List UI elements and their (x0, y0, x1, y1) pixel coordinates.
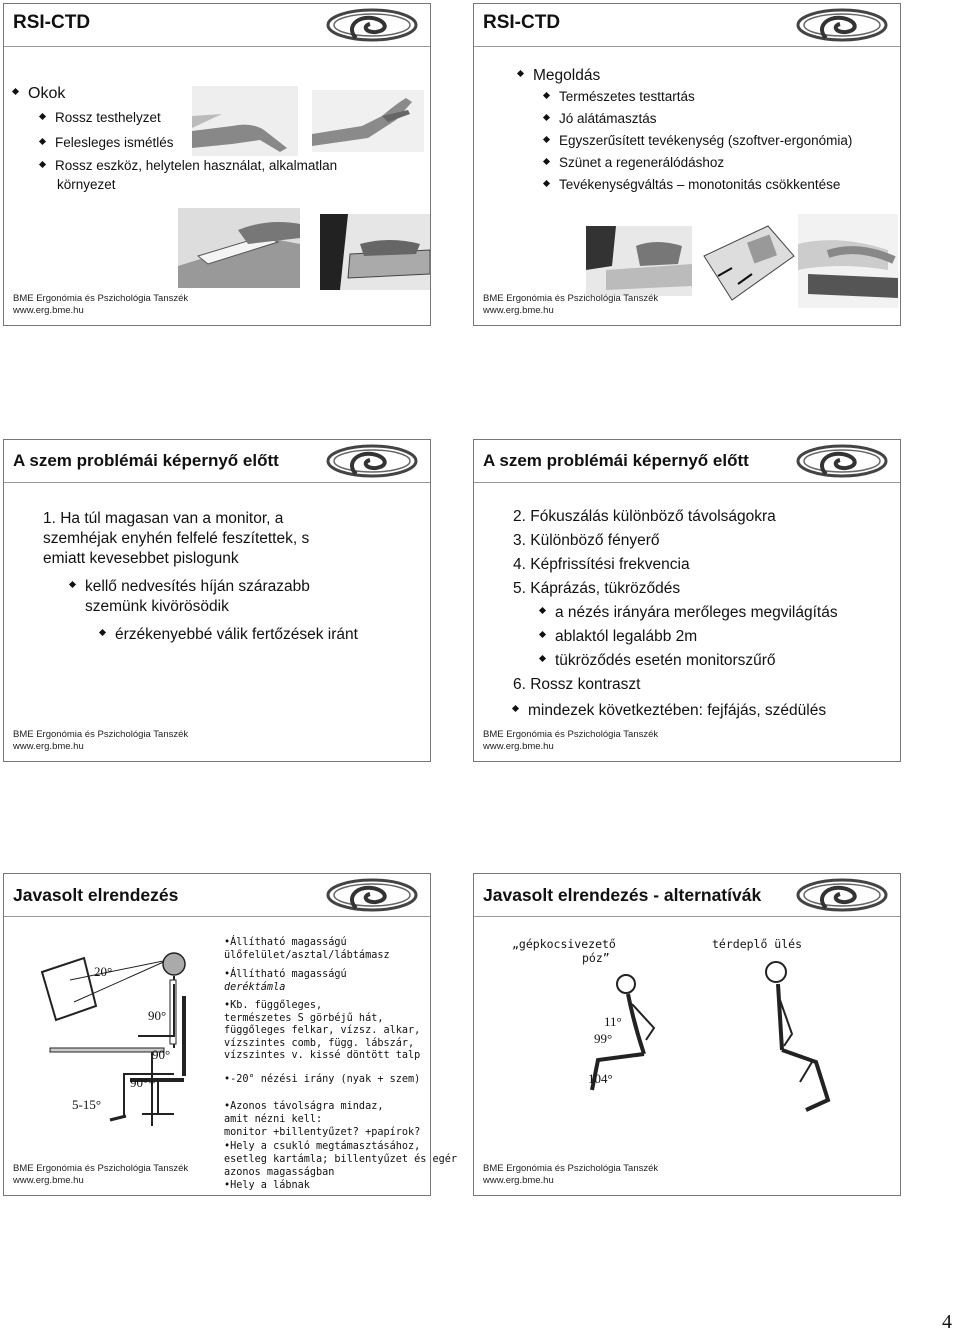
note-line: •Állítható magasságú (224, 937, 347, 948)
slide-title: A szem problémái képernyő előtt (483, 451, 749, 470)
workstation-diagram (34, 936, 234, 1136)
note-line: függőleges felkar, vízsz. alkar, (224, 1025, 421, 1036)
label-driver-pose: „gépkocsivezető (512, 937, 616, 951)
list-item: tükröződés esetén monitorszűrő (540, 651, 776, 671)
note-line: természetes S görbéjű hát, (224, 1013, 384, 1024)
list-item: Rossz eszköz, helytelen használat, alkalmatlan (40, 157, 337, 175)
angle-label-foot: 5-15° (72, 1097, 102, 1112)
list-item: Megoldás (518, 66, 600, 85)
slide-rsi-causes (3, 3, 431, 326)
list-item: 6. Rossz kontraszt (513, 676, 641, 693)
slide-header (4, 874, 430, 917)
slide-footer: BME Ergonómia és Pszichológia Tanszék www.erg.bme.hu (13, 729, 189, 752)
bullet-diamond-icon (39, 138, 46, 145)
logo-icon (326, 878, 418, 912)
slide-title: Javasolt elrendezés (13, 885, 179, 905)
slide-header (474, 4, 900, 47)
list-item: 3. Különböző fényerő (513, 532, 660, 549)
photo-arm-support (798, 214, 898, 308)
logo-icon (796, 8, 888, 42)
bullet-diamond-icon (12, 88, 19, 95)
slide-header (474, 874, 900, 917)
slide-header (4, 4, 430, 47)
bullet-diamond-icon (69, 581, 76, 588)
bullet-diamond-icon (39, 161, 46, 168)
list-item: 5. Káprázás, tükröződés (513, 580, 681, 597)
label-kneeling-chair: térdeplő ülés (712, 937, 803, 951)
angle-label-hip: 99° (594, 1031, 613, 1046)
bullet-diamond-icon (543, 180, 550, 187)
list-item: 1. Ha túl magasan van a monitor, a (43, 510, 284, 527)
note-line: •-20° nézési irány (nyak + szem) (224, 1074, 421, 1085)
angle-label-arm: 90° (148, 1008, 167, 1023)
slide-layout-alternatives (473, 873, 901, 1196)
list-item: Felesleges ismétlés (40, 134, 174, 152)
photo-desk-worker (586, 226, 692, 296)
list-item: Okok (13, 84, 65, 103)
bullet-diamond-icon (39, 113, 46, 120)
slide-footer: BME Ergonómia és Pszichológia Tanszék www.erg.bme.hu (483, 1163, 659, 1186)
angle-label-elbow: 90° (152, 1047, 171, 1062)
bullet-diamond-icon (99, 629, 106, 636)
note-line: azonos magasságban (224, 1167, 335, 1178)
list-item: kellő nedvesítés híján szárazabb (70, 577, 310, 597)
list-item: 4. Képfrissítési frekvencia (513, 556, 690, 573)
list-item-continuation: emiatt kevesebbet pislogunk (43, 550, 239, 567)
list-item: a nézés irányára merőleges megvilágítás (540, 603, 838, 623)
slide-title: A szem problémái képernyő előtt (13, 451, 279, 470)
list-item: 2. Fókuszálás különböző távolságokra (513, 508, 776, 525)
photo-wrist-bent (192, 86, 298, 156)
list-item: Jó alátámasztás (544, 110, 657, 128)
slide-footer: BME Ergonómia és Pszichológia Tanszék www.erg.bme.hu (483, 293, 659, 316)
note-line: •Hely a csukló megtámasztásához, (224, 1141, 421, 1152)
logo-icon (796, 878, 888, 912)
note-line: amit nézni kell: (224, 1114, 323, 1125)
logo-icon (326, 444, 418, 478)
list-item: mindezek következtében: fejfájás, szédülés (513, 701, 826, 721)
bullet-diamond-icon (517, 70, 524, 77)
slide-title: Javasolt elrendezés - alternatívák (483, 885, 762, 905)
page-number: 4 (942, 1311, 952, 1333)
note-line: vízszintes v. kissé döntött talp (224, 1050, 421, 1061)
list-item-continuation: szemhéjak enyhén felfelé feszítettek, s (43, 530, 310, 547)
bullet-diamond-icon (543, 92, 550, 99)
bullet-diamond-icon (543, 136, 550, 143)
note-line: monitor +billentyűzet? +papírok? (224, 1127, 421, 1138)
slide-recommended-layout (3, 873, 458, 1196)
angle-label-knee: 104° (588, 1071, 613, 1086)
list-item: ablaktól legalább 2m (540, 627, 697, 647)
note-line: deréktámla (224, 982, 286, 993)
list-item: Szünet a regenerálódáshoz (544, 154, 724, 172)
bullet-diamond-icon (539, 655, 546, 662)
angle-label-back: 11° (604, 1014, 622, 1029)
photo-typing-1 (178, 208, 300, 288)
note-line: vízszintes comb, függ. lábszár, (224, 1038, 415, 1049)
bullet-diamond-icon (543, 158, 550, 165)
list-item: érzékenyebbé válik fertőzések iránt (100, 625, 358, 645)
photo-typing-2 (320, 214, 430, 290)
slide-title: RSI-CTD (13, 12, 91, 33)
list-item: Tevékenységváltás – monotonitás csökkentése (544, 176, 840, 194)
note-line: ülőfelület/asztal/lábtámasz (224, 950, 390, 961)
bullet-diamond-icon (543, 114, 550, 121)
note-line: esetleg kartámla; billentyűzet és egér (224, 1154, 458, 1165)
slide-footer: BME Ergonómia és Pszichológia Tanszék www.erg.bme.hu (13, 293, 189, 316)
note-line: •Kb. függőleges, (224, 1000, 323, 1011)
slide-header (474, 440, 900, 483)
note-line: •Állítható magasságú (224, 969, 347, 980)
slide-footer: BME Ergonómia és Pszichológia Tanszék www.erg.bme.hu (483, 729, 659, 752)
bullet-diamond-icon (539, 631, 546, 638)
slide-footer: BME Ergonómia és Pszichológia Tanszék www.erg.bme.hu (13, 1163, 189, 1186)
label-driver-pose-2: póz” (582, 951, 610, 965)
angle-label-monitor: 20° (94, 964, 113, 979)
list-item-continuation: szemünk kivörösödik (85, 598, 229, 615)
list-item: Rossz testhelyzet (40, 109, 161, 127)
list-item: Természetes testtartás (544, 88, 695, 106)
note-line: •Hely a lábnak (224, 1180, 310, 1191)
photo-wrist-raised (312, 90, 424, 152)
angle-label-hip: 90°+ (130, 1075, 156, 1090)
logo-icon (796, 444, 888, 478)
bullet-diamond-icon (539, 607, 546, 614)
kneeling-chair-diagram (736, 960, 856, 1120)
logo-icon (326, 8, 418, 42)
photo-wrist-pad (698, 216, 796, 308)
slide-rsi-solutions (473, 3, 901, 326)
list-item: Egyszerűsített tevékenység (szoftver-ergonómia) (544, 132, 852, 150)
slide-header (4, 440, 430, 483)
list-item-continuation: környezet (57, 177, 116, 192)
note-line: •Azonos távolságra mindaz, (224, 1101, 384, 1112)
slide-title: RSI-CTD (483, 12, 561, 33)
bullet-diamond-icon (512, 705, 519, 712)
slide-eye-problems-1 (3, 439, 431, 762)
slide-eye-problems-2 (473, 439, 901, 762)
